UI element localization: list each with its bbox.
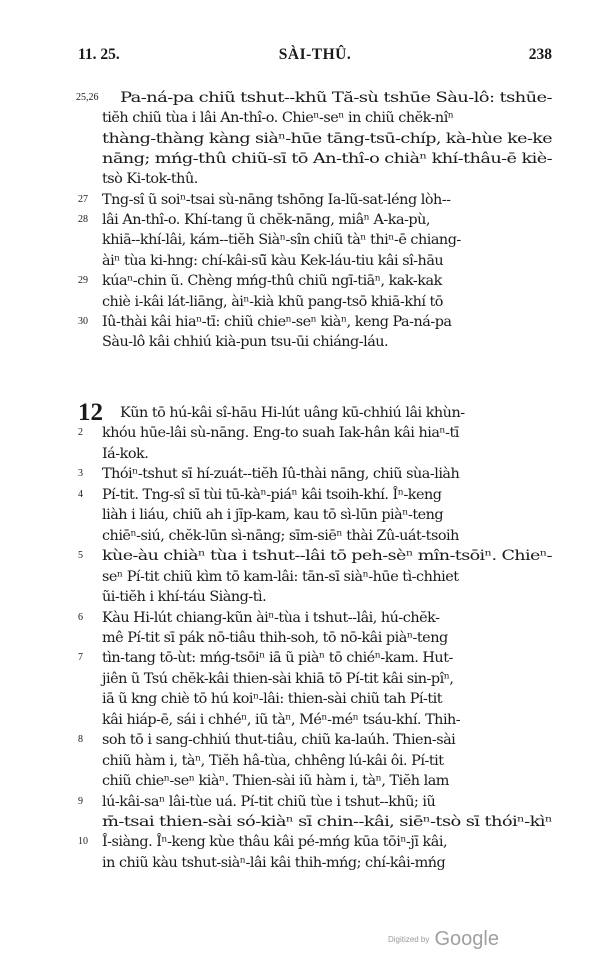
text-line [0, 88, 615, 108]
verse-text: Kũn tō hú-kâi sî-hāu Hi-lút uâng kū-chhiú lâi khùn- [120, 405, 465, 421]
verse-text: kùe-àu chiàⁿ tùa i tshut--lâi tō peh-sèⁿ mîn-tsōiⁿ. Chieⁿ- [102, 548, 553, 565]
verse-text: chiũ hàm i, tàⁿ, Tiĕh hâ-tùa, chhêng lú-kâi ôi. Pí-tit [102, 752, 444, 769]
verse-number: 9 [78, 795, 83, 807]
text-line [0, 648, 615, 668]
running-header [78, 46, 552, 68]
text-line [0, 251, 615, 271]
text-line [0, 751, 615, 771]
digitized-by-label: Digitized by [388, 935, 430, 944]
verse-number: 6 [78, 611, 83, 623]
text-line [0, 149, 615, 169]
text-line [0, 526, 615, 546]
verse-number: 5 [78, 550, 83, 562]
text-line [0, 730, 615, 750]
text-line [0, 792, 615, 812]
text-line [0, 423, 615, 443]
verse-text: ũi-tiĕh i khí-táu Siàng-tì. [102, 589, 267, 606]
verse-text: khiā--khí-lâi, kám--tiĕh Siàⁿ-sîn chiũ tàⁿ thiⁿ-ē chiang- [102, 232, 461, 249]
text-line [0, 812, 615, 832]
verse-text: lú-kâi-saⁿ lâi-tùe uá. Pí-tit chiũ tùe i tshut--khũ; iũ [102, 793, 436, 810]
verse-text: seⁿ Pí-tit chiũ kìm tō kam-lâi: tān-sī siàⁿ-hūe tì-chhiet [102, 568, 459, 585]
text-line [0, 108, 615, 128]
verse-text: chiēⁿ-siú, chĕk-lūn sì-nāng; sīm-siēⁿ thài Zû-uát-tsoih [102, 527, 459, 544]
verse-text: Î-siàng. Îⁿ-keng kùe thâu kâi pé-mńg kūa tōiⁿ-jī kâi, [102, 834, 448, 851]
text-line [0, 485, 615, 505]
text-line [0, 505, 615, 525]
verse-text: liàh i liáu, chiũ ah i jīp-kam, kau tō sì-lūn piàⁿ-teng [102, 507, 444, 524]
text-line [0, 832, 615, 852]
verse-number: 10 [78, 836, 88, 848]
text-line [0, 312, 615, 332]
verse-text: Sàu-lô kâi chhiú kià-pun tsu-ūi chiáng-láu. [102, 334, 389, 351]
verse-number: 8 [78, 734, 83, 746]
verse-text: kúaⁿ-chin ũ. Chèng mńg-thû chiũ ngī-tiāⁿ, kak-kak [102, 273, 442, 290]
text-line [0, 464, 615, 484]
verse-text: chiè i-kâi lát-liāng, àiⁿ-kià khũ pang-tsō khiā-khí tō [102, 293, 443, 310]
text-line [0, 230, 615, 250]
verse-text: soh tō i sang-chhiú thut-tiâu, chiũ ka-laúh. Thien-sài [102, 732, 456, 749]
verse-text: Pa-ná-pa chiũ tshut--khũ Tă-sù tshūe Sàu-lô: tshūe- [120, 90, 552, 106]
text-line [0, 403, 615, 423]
verse-number: 30 [78, 315, 88, 327]
verse-text: chiũ chieⁿ-seⁿ kiàⁿ. Thien-sài iũ hàm i, tàⁿ, Tiĕh lam [102, 773, 449, 790]
verse-number: 3 [78, 468, 83, 480]
verse-text: lâi An-thî-o. Khí-tang ũ chĕk-nāng, miâⁿ A-ka-pù, [102, 212, 430, 229]
google-logo: Google [434, 928, 499, 950]
text-line [0, 190, 615, 210]
digitized-watermark [388, 928, 499, 951]
verse-text: thàng-thàng kàng siàⁿ-hūe tāng-tsū-chíp, kà-hùe ke-ke [102, 130, 553, 147]
verse-text: mê Pí-tit sī pák nō-tiâu thih-soh, tō nō-kâi piàⁿ-teng [102, 629, 448, 646]
text-line [0, 608, 615, 628]
verse-number: 25,26 [76, 92, 99, 103]
verse-number: 2 [78, 427, 83, 439]
header-verse-ref: 11. 25. [78, 46, 120, 63]
text-line [0, 771, 615, 791]
verse-text: kâi hiáp-ē, sái i chhéⁿ, iũ tàⁿ, Méⁿ-méⁿ tsáu-khí. Thih- [102, 711, 461, 728]
verse-text: Iû-thài kâi hiaⁿ-tī: chiũ chieⁿ-seⁿ kiàⁿ, keng Pa-ná-pa [102, 313, 452, 330]
text-line [0, 587, 615, 607]
text-line [0, 129, 615, 149]
chapter-number: 12 [78, 399, 103, 426]
verse-number: 29 [78, 275, 88, 287]
verse-text: tsò Ki-tok-thû. [102, 171, 198, 188]
verse-text: in chiũ kàu tshut-siàⁿ-lâi kâi thih-mńg; chí-kâi-mńg [102, 854, 446, 871]
text-line [0, 628, 615, 648]
verse-text: Kàu Hi-lút chiang-kũn àiⁿ-tùa i tshut--lâi, hú-chĕk- [102, 609, 440, 626]
text-line [0, 567, 615, 587]
verse-text: Iá-kok. [102, 445, 149, 462]
text-line [0, 169, 615, 189]
text-line [0, 669, 615, 689]
text-line [0, 210, 615, 230]
text-line [0, 271, 615, 291]
verse-text: Thóiⁿ-tshut sī hí-zuát--tiĕh Iû-thài nāng, chiũ sùa-liàh [102, 466, 460, 483]
verse-text: tìn-tang tō-ùt: mńg-tsōiⁿ iā ũ piàⁿ tō chiéⁿ-kam. Hut- [102, 650, 453, 667]
verse-number: 4 [78, 488, 83, 500]
verse-text: Pí-tit. Tng-sî sī tùi tū-kàⁿ-piáⁿ kâi tsoih-khí. Îⁿ-keng [102, 486, 442, 503]
verse-number: 7 [78, 652, 83, 664]
text-line [0, 332, 615, 352]
verse-text: tiĕh chiũ tùa i lâi An-thî-o. Chieⁿ-seⁿ in chiũ chĕk-nîⁿ [102, 110, 454, 127]
verse-number: 28 [78, 214, 88, 226]
verse-number: 27 [78, 193, 88, 205]
text-line [0, 689, 615, 709]
header-book-title: SÀI-THÛ. [278, 46, 352, 63]
text-line [0, 710, 615, 730]
text-line [0, 546, 615, 566]
verse-text: khóu hūe-lâi sù-nāng. Eng-to suah Iak-hân kâi hiaⁿ-tī [102, 425, 459, 442]
verse-text: Tng-sî ũ soiⁿ-tsai sù-nāng tshōng Ia-lũ-sat-léng lòh-- [102, 191, 451, 208]
header-page-number: 238 [528, 46, 552, 63]
text-line [0, 444, 615, 464]
verse-text: m̄-tsai thien-sài só-kiàⁿ sī chin--kâi, siēⁿ-tsò sī thóiⁿ-kìⁿ [102, 814, 552, 830]
verse-text: nāng; mńg-thû chiũ-sī tō An-thî-o chiàⁿ khí-thâu-ē kiè- [102, 151, 553, 168]
verse-text: àiⁿ tùa ki-hng: chí-kâi-sū̃ kàu Kek-láu-tiu kâi sî-hāu [102, 252, 444, 269]
verse-text: iā ũ kng chiè tō hú koiⁿ-lâi: thien-sài chiũ tah Pí-tit [102, 691, 443, 708]
text-line [0, 853, 615, 873]
verse-text: jiên ũ Tsú chĕk-kâi thien-sài khiā tō Pí-tit kâi sin-pîⁿ, [102, 670, 454, 687]
text-line [0, 292, 615, 312]
